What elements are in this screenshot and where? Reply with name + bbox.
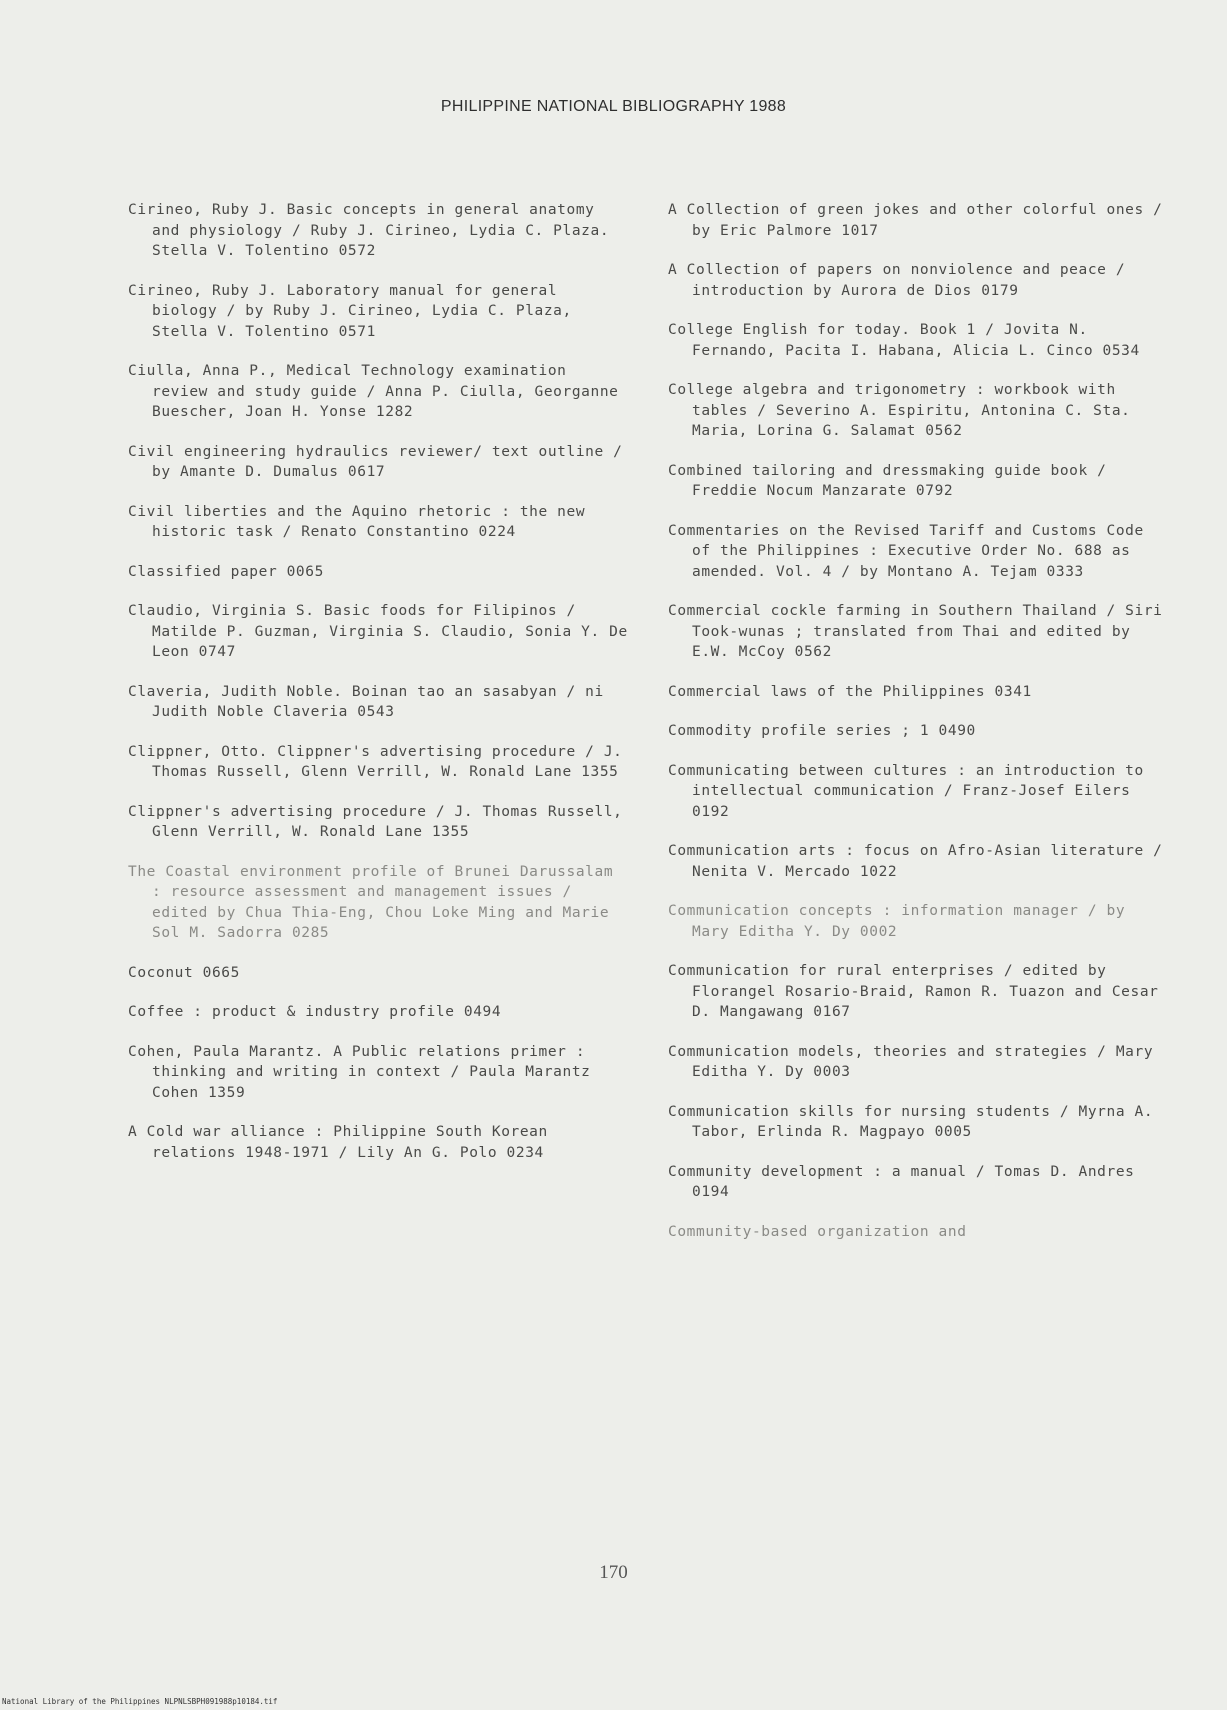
- bibliography-entry: Cirineo, Ruby J. Basic concepts in general anatomy and physiology / Ruby J. Cirineo, Lydia C. Plaza. Stella V. Tolentino 0572: [128, 202, 610, 259]
- bibliography-entry: Cohen, Paula Marantz. A Public relations primer : thinking and writing in context / Paula Marantz Cohen 1359: [128, 1043, 591, 1101]
- bibliography-entry: Community development : a manual / Tomas D. Andres 0194: [668, 1163, 1135, 1200]
- bibliography-entry: Communication models, theories and strategies / Mary Editha Y. Dy 0003: [668, 1043, 1154, 1080]
- bibliography-entry: Communication arts : focus on Afro-Asian literature / Nenita V. Mercado 1022: [668, 843, 1163, 880]
- bibliography-entry: Combined tailoring and dressmaking guide book / Freddie Nocum Manzarate 0792: [668, 462, 1107, 499]
- bibliography-entry: Clippner's advertising procedure / J. Thomas Russell, Glenn Verrill, W. Ronald Lane 1355: [128, 803, 623, 840]
- bibliography-entry: Clippner, Otto. Clippner's advertising procedure / J. Thomas Russell, Glenn Verrill, W. Ronald Lane 1355: [128, 743, 623, 780]
- bibliography-entry: Communicating between cultures : an introduction to intellectual communication / Franz-Josef Eilers 0192: [668, 762, 1144, 820]
- right-column: [668, 200, 1168, 1261]
- bibliography-entry: Communication skills for nursing students / Myrna A. Tabor, Erlinda R. Magpayo 0005: [668, 1103, 1154, 1140]
- bibliography-entry: College algebra and trigonometry : workbook with tables / Severino A. Espiritu, Antonina C. Sta. Maria, Lorina G. Salamat 0562: [668, 382, 1131, 439]
- bibliography-entry: Civil engineering hydraulics reviewer/ text outline / by Amante D. Dumalus 0617: [128, 443, 623, 480]
- bibliography-entry: Civil liberties and the Aquino rhetoric : the new historic task / Renato Constantino 0224: [128, 503, 586, 540]
- bibliography-entry: College English for today. Book 1 / Jovita N. Fernando, Pacita I. Habana, Alicia L. Cinco 0534: [668, 322, 1140, 359]
- bibliography-entry: Claudio, Virginia S. Basic foods for Filipinos / Matilde P. Guzman, Virginia S. Claudio, Sonia Y. De Leon 0747: [128, 603, 628, 660]
- bibliography-entry: The Coastal environment profile of Brunei Darussalam : resource assessment and management issues / edited by Chua Thia-Eng, Chou Loke Ming and Marie Sol M. Sadorra 0285: [128, 863, 614, 941]
- bibliography-entry: Classified paper 0065: [128, 563, 324, 580]
- bibliography-entry: Coconut 0665: [128, 964, 240, 981]
- bibliography-entry: Claveria, Judith Noble. Boinan tao an sasabyan / ni Judith Noble Claveria 0543: [128, 683, 604, 720]
- bibliography-entry: Communication concepts : information manager / by Mary Editha Y. Dy 0002: [668, 903, 1126, 940]
- scan-footer: National Library of the Philippines NLPNLSBPH091988p10184.tif: [2, 1697, 278, 1706]
- bibliography-entry: Commodity profile series ; 1 0490: [668, 723, 976, 739]
- bibliography-entry: Cirineo, Ruby J. Laboratory manual for general biology / by Ruby J. Cirineo, Lydia C. Plaza, Stella V. Tolentino 0571: [128, 282, 572, 340]
- page-header-title: PHILIPPINE NATIONAL BIBLIOGRAPHY 1988: [440, 98, 787, 115]
- bibliography-entry: Communication for rural enterprises / edited by Florangel Rosario-Braid, Ramon R. Tuazon and Cesar D. Mangawang 0167: [668, 963, 1159, 1020]
- bibliography-entry: Commercial cockle farming in Southern Thailand / Siri Took-wunas ; translated from Thai and edited by E.W. McCoy 0562: [668, 603, 1163, 660]
- page-number: 170: [599, 1562, 628, 1583]
- bibliography-entry: Commentaries on the Revised Tariff and Customs Code of the Philippines : Executive Order No. 688 as amended. Vol. 4 / by Montano A. Tejam 0333: [668, 522, 1144, 580]
- bibliography-entry: Coffee : product & industry profile 0494: [128, 1004, 502, 1020]
- bibliography-entry: Commercial laws of the Philippines 0341: [668, 683, 1032, 700]
- bibliography-entry: A Collection of green jokes and other colorful ones / by Eric Palmore 1017: [668, 202, 1163, 239]
- bibliography-entry: A Collection of papers on nonviolence and peace / introduction by Aurora de Dios 0179: [668, 262, 1126, 299]
- bibliography-entry: Ciulla, Anna P., Medical Technology examination review and study guide / Anna P. Ciulla, Georganne Buescher, Joan H. Yonse 1282: [128, 363, 619, 420]
- bibliography-entry: A Cold war alliance : Philippine South Korean relations 1948-1971 / Lily An G. Polo 0234: [128, 1124, 548, 1161]
- bibliography-entry: Community-based organization and: [668, 1223, 967, 1240]
- left-column: [128, 200, 628, 1182]
